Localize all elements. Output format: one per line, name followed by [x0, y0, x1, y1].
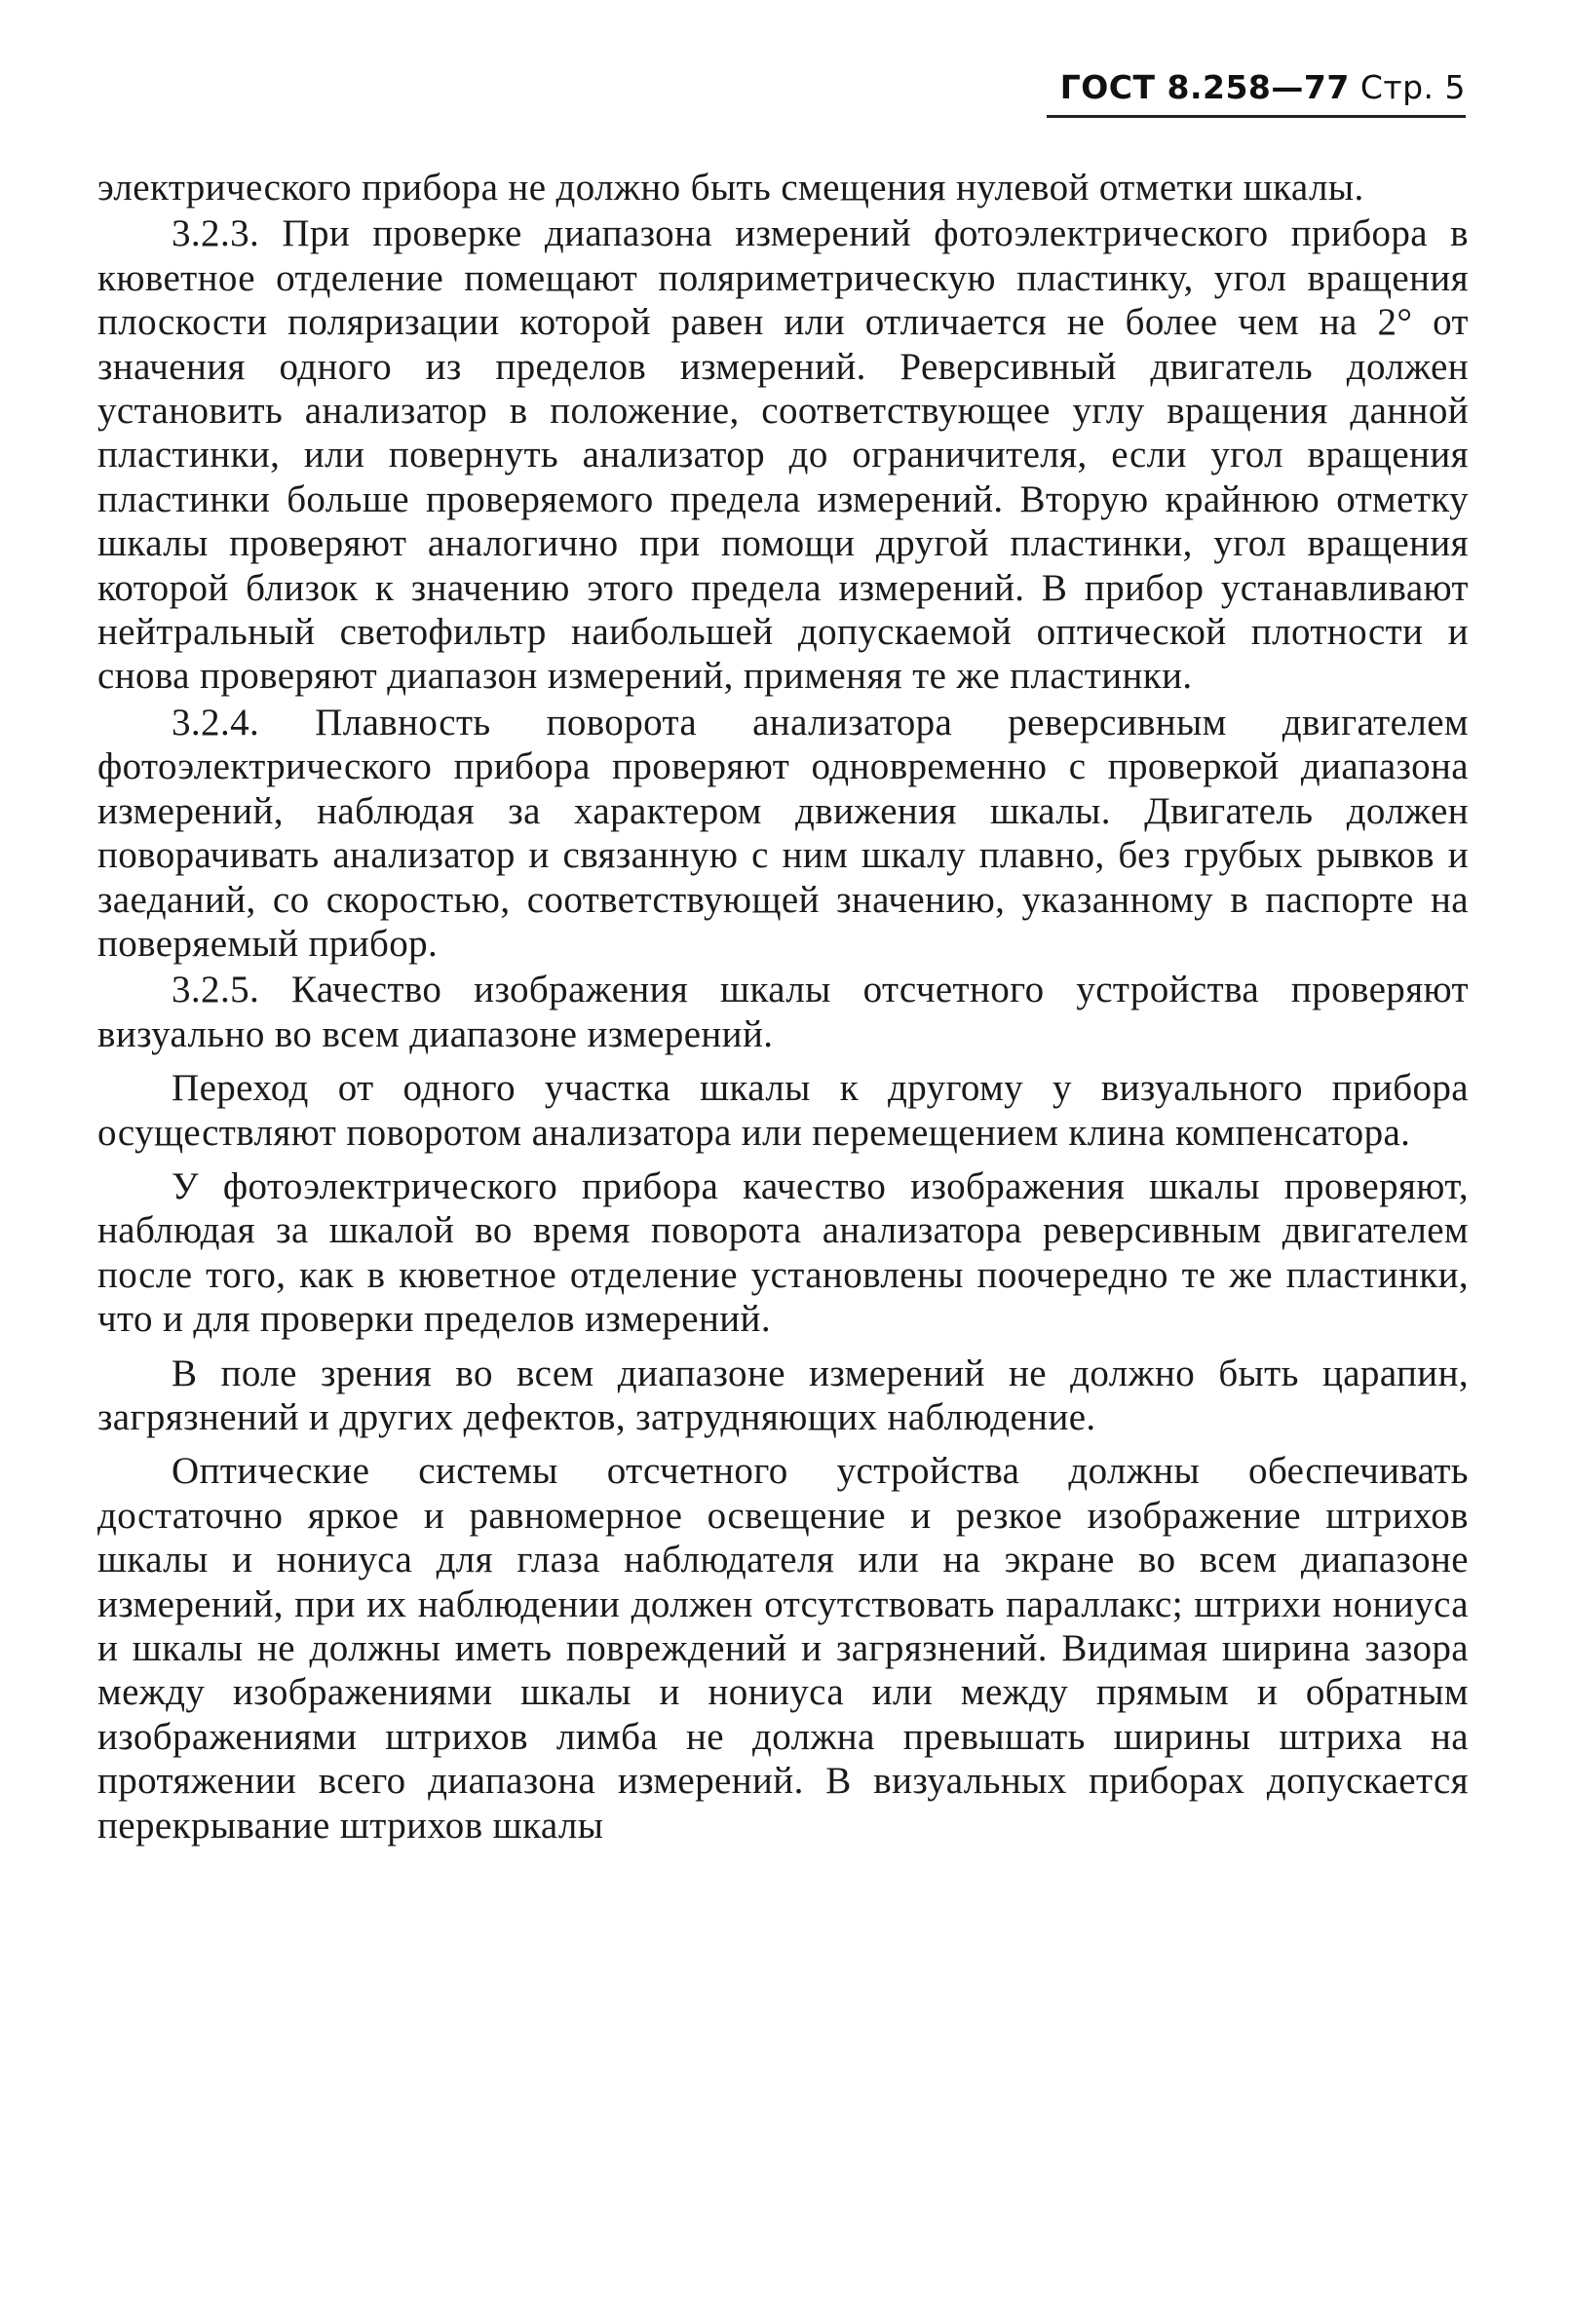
page-number: Стр. 5 [1359, 68, 1466, 106]
standard-code: ГОСТ 8.258—77 [1059, 68, 1350, 106]
paragraph-transition: Переход от одного участка шкалы к другому у визуального прибора осуществляют поворотом анализатора или перемещением клина компенсатора. [97, 1067, 1469, 1154]
header-rule [1047, 115, 1466, 118]
page-header [1060, 68, 1466, 107]
paragraph-optical-systems: Оптические системы отсчетного устройства должны обеспечивать достаточно яркое и равномерное освещение и резкое изображение штрихов шкалы и нониуса для глаза наблюдателя или на экране во всем диапазоне измерений, при их наблюдении должен отсутствовать параллакс; штрихи нониуса и шкалы не должны иметь повреждений и загрязнений. Видимая ширина зазора между изображениями шкалы и нониуса или между прямым и обратным изображениями штрихов лимба не должна превышать ширины штриха на протяжении всего диапазона измерений. В визуальных приборах допускается перекрывание штрихов шкалы [97, 1450, 1469, 1847]
paragraph-3-2-4: 3.2.4. Плавность поворота анализатора реверсивным двигателем фотоэлектрического прибора проверяют одновременно с проверкой диапазона измерений, наблюдая за характером движения шкалы. Двигатель должен поворачивать анализатор и связанную с ним шкалу плавно, без грубых рывков и заеданий, со скоростью, соответствующей значению, указанному в паспорте на поверяемый прибор. [97, 701, 1469, 965]
paragraph-3-2-5: 3.2.5. Качество изображения шкалы отсчетного устройства проверяют визуально во всем диапазоне измерений. [97, 969, 1469, 1055]
paragraph-photoelectric-quality: У фотоэлектрического прибора качество изображения шкалы проверяют, наблюдая за шкалой во время поворота анализатора реверсивным двигателем после того, как в кюветное отделение установлены поочередно те же пластинки, что и для проверки пределов измерений. [97, 1164, 1469, 1341]
paragraph-continuation: электрического прибора не должно быть смещения нулевой отметки шкалы. [97, 167, 1364, 209]
paragraph-field-of-view: В поле зрения во всем диапазоне измерений не должно быть царапин, загрязнений и других дефектов, затрудняющих наблюдение. [97, 1352, 1469, 1438]
body-text [97, 166, 1469, 1849]
paragraph-3-2-3: 3.2.3. При проверке диапазона измерений фотоэлектрического прибора в кюветное отделение помещают поляриметрическую пластинку, угол вращения плоскости поляризации которой равен или отличается не более чем на 2° от значения одного из пределов измерений. Реверсивный двигатель должен установить анализатор в положение, соответствующее углу вращения данной пластинки, или повернуть анализатор до ограничителя, если угол вращения пластинки больше проверяемого предела измерений. Вторую крайнюю отметку шкалы проверяют аналогично при помощи другой пластинки, угол вращения которой близок к значению этого предела измерений. В прибор устанавливают нейтральный светофильтр наибольшей допускаемой оптической плотности и снова проверяют диапазон измерений, применяя те же пластинки. [97, 212, 1469, 698]
